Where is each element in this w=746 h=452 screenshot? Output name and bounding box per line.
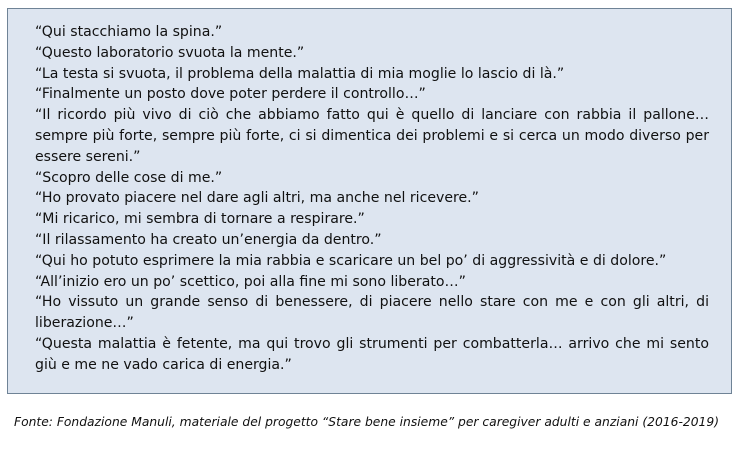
quote-line: “Questo laboratorio svuota la mente.” (35, 44, 305, 61)
testimonial-box (7, 8, 732, 394)
quote-line: “Finalmente un posto dove poter perdere il controllo…” (35, 86, 426, 103)
quote-line: “Il ricordo più vivo di ciò che abbiamo fatto qui è quello di lanciare con rabbia il pallone… sempre più forte, sempre più forte, ci si dimentica dei problemi e si cerca un modo diverso per essere sereni.” (35, 107, 709, 165)
quote-line: “Questa malattia è fetente, ma qui trovo gli strumenti per combatterla… arrivo che mi sento giù e me ne vado carica di energia.” (35, 335, 709, 373)
quote-line: “Il rilassamento ha creato un’energia da dentro.” (35, 231, 382, 248)
quote-line: “Qui ho potuto esprimere la mia rabbia e scaricare un bel po’ di aggressività e di dolore.” (35, 252, 667, 269)
quote-line: “La testa si svuota, il problema della malattia di mia moglie lo lascio di là.” (35, 65, 565, 82)
quote-line: “Ho provato piacere nel dare agli altri, ma anche nel ricevere.” (35, 190, 479, 207)
quote-line: “All’inizio ero un po’ scettico, poi alla fine mi sono liberato…” (35, 273, 466, 290)
quote-line: “Ho vissuto un grande senso di benessere, di piacere nello stare con me e con gli altri, di liberazione…” (35, 294, 709, 332)
quote-line: “Mi ricarico, mi sembra di tornare a respirare.” (35, 211, 365, 228)
quote-line: “Scopro delle cose di me.” (35, 169, 223, 186)
quote-line: “Qui stacchiamo la spina.” (35, 24, 223, 40)
source-caption: Fonte: Fondazione Manuli, materiale del progetto “Stare bene insieme” per caregiver adulti e anziani (2016-2019) (14, 415, 719, 429)
